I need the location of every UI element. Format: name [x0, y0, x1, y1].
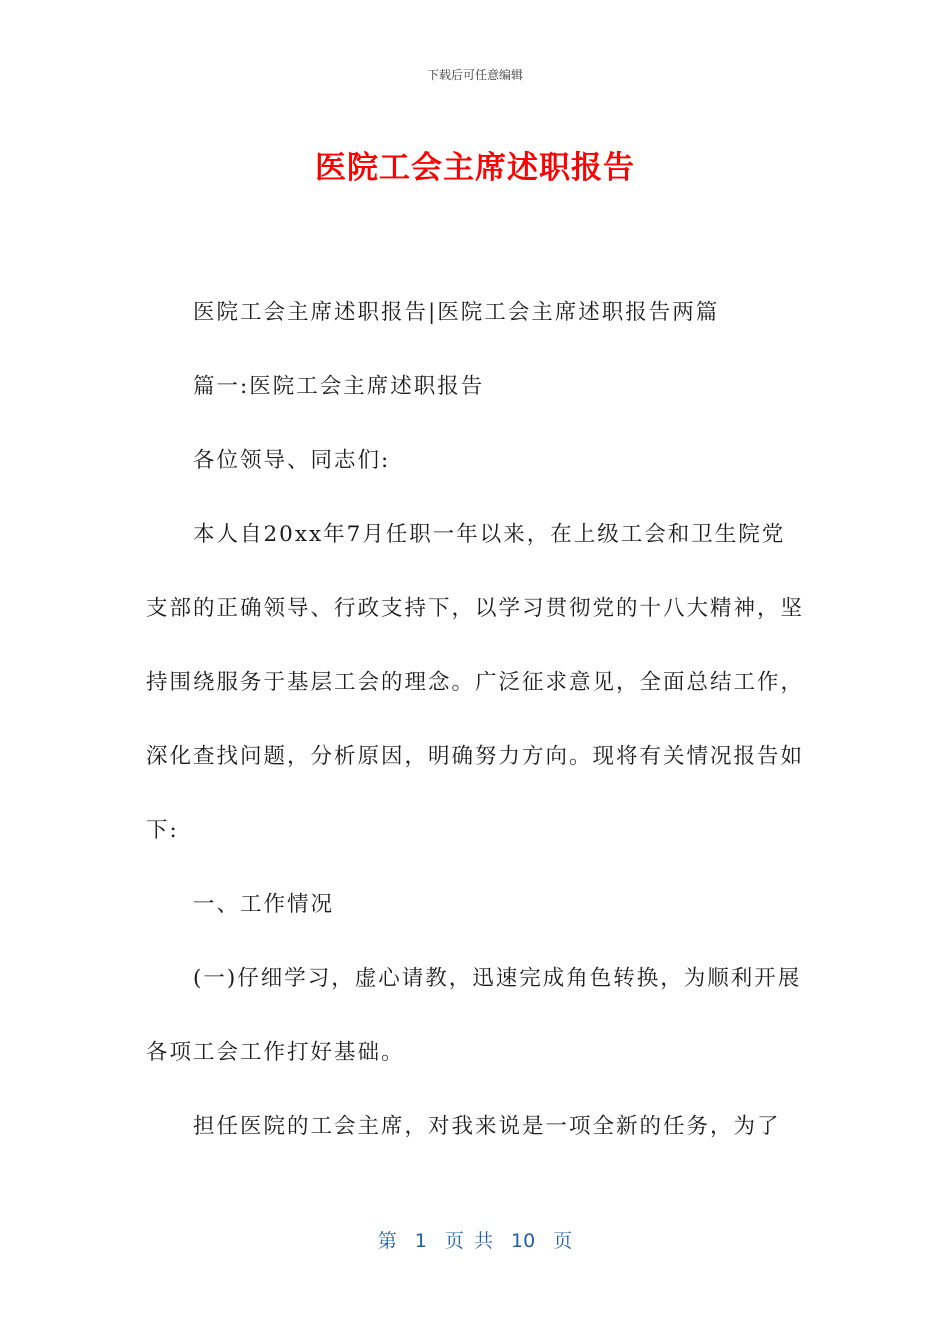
paragraph-body-continued: 担任医院的工会主席，对我来说是一项全新的任务，为了 — [193, 1114, 781, 1139]
document-body — [146, 276, 806, 1164]
paragraph-section-heading: 一、工作情况 — [193, 892, 335, 917]
paragraph-subtitle: 医院工会主席述职报告|医院工会主席述职报告两篇 — [193, 300, 720, 325]
footer-page-number: 1 — [414, 1230, 427, 1252]
paragraph-subsection-one: (一)仔细学习，虚心请教，迅速完成角色转换，为顺利开展各项工会工作打好基础。 — [146, 966, 802, 1065]
paragraph-intro: 本人自20xx年7月任职一年以来，在上级工会和卫生院党支部的正确领导、行政支持下，以学习贯彻党的十八大精神，坚持围绕服务于基层工会的理念。广泛征求意见，全面总结工作，深化查找问题，分析原因，明确努力方向。现将有关情况报告如下: — [146, 522, 805, 843]
document-title: 医院工会主席述职报告 — [315, 150, 635, 186]
footer-suffix: 页 — [553, 1230, 573, 1252]
paragraph-part-one-heading: 篇一:医院工会主席述职报告 — [193, 374, 485, 399]
paragraph-salutation: 各位领导、同志们: — [193, 448, 391, 473]
header-note: 下载后可任意编辑 — [426, 68, 523, 82]
page-footer — [0, 1226, 950, 1253]
footer-total-pages: 10 — [511, 1230, 536, 1252]
footer-middle: 页 共 — [444, 1230, 493, 1252]
footer-prefix: 第 — [377, 1230, 397, 1252]
